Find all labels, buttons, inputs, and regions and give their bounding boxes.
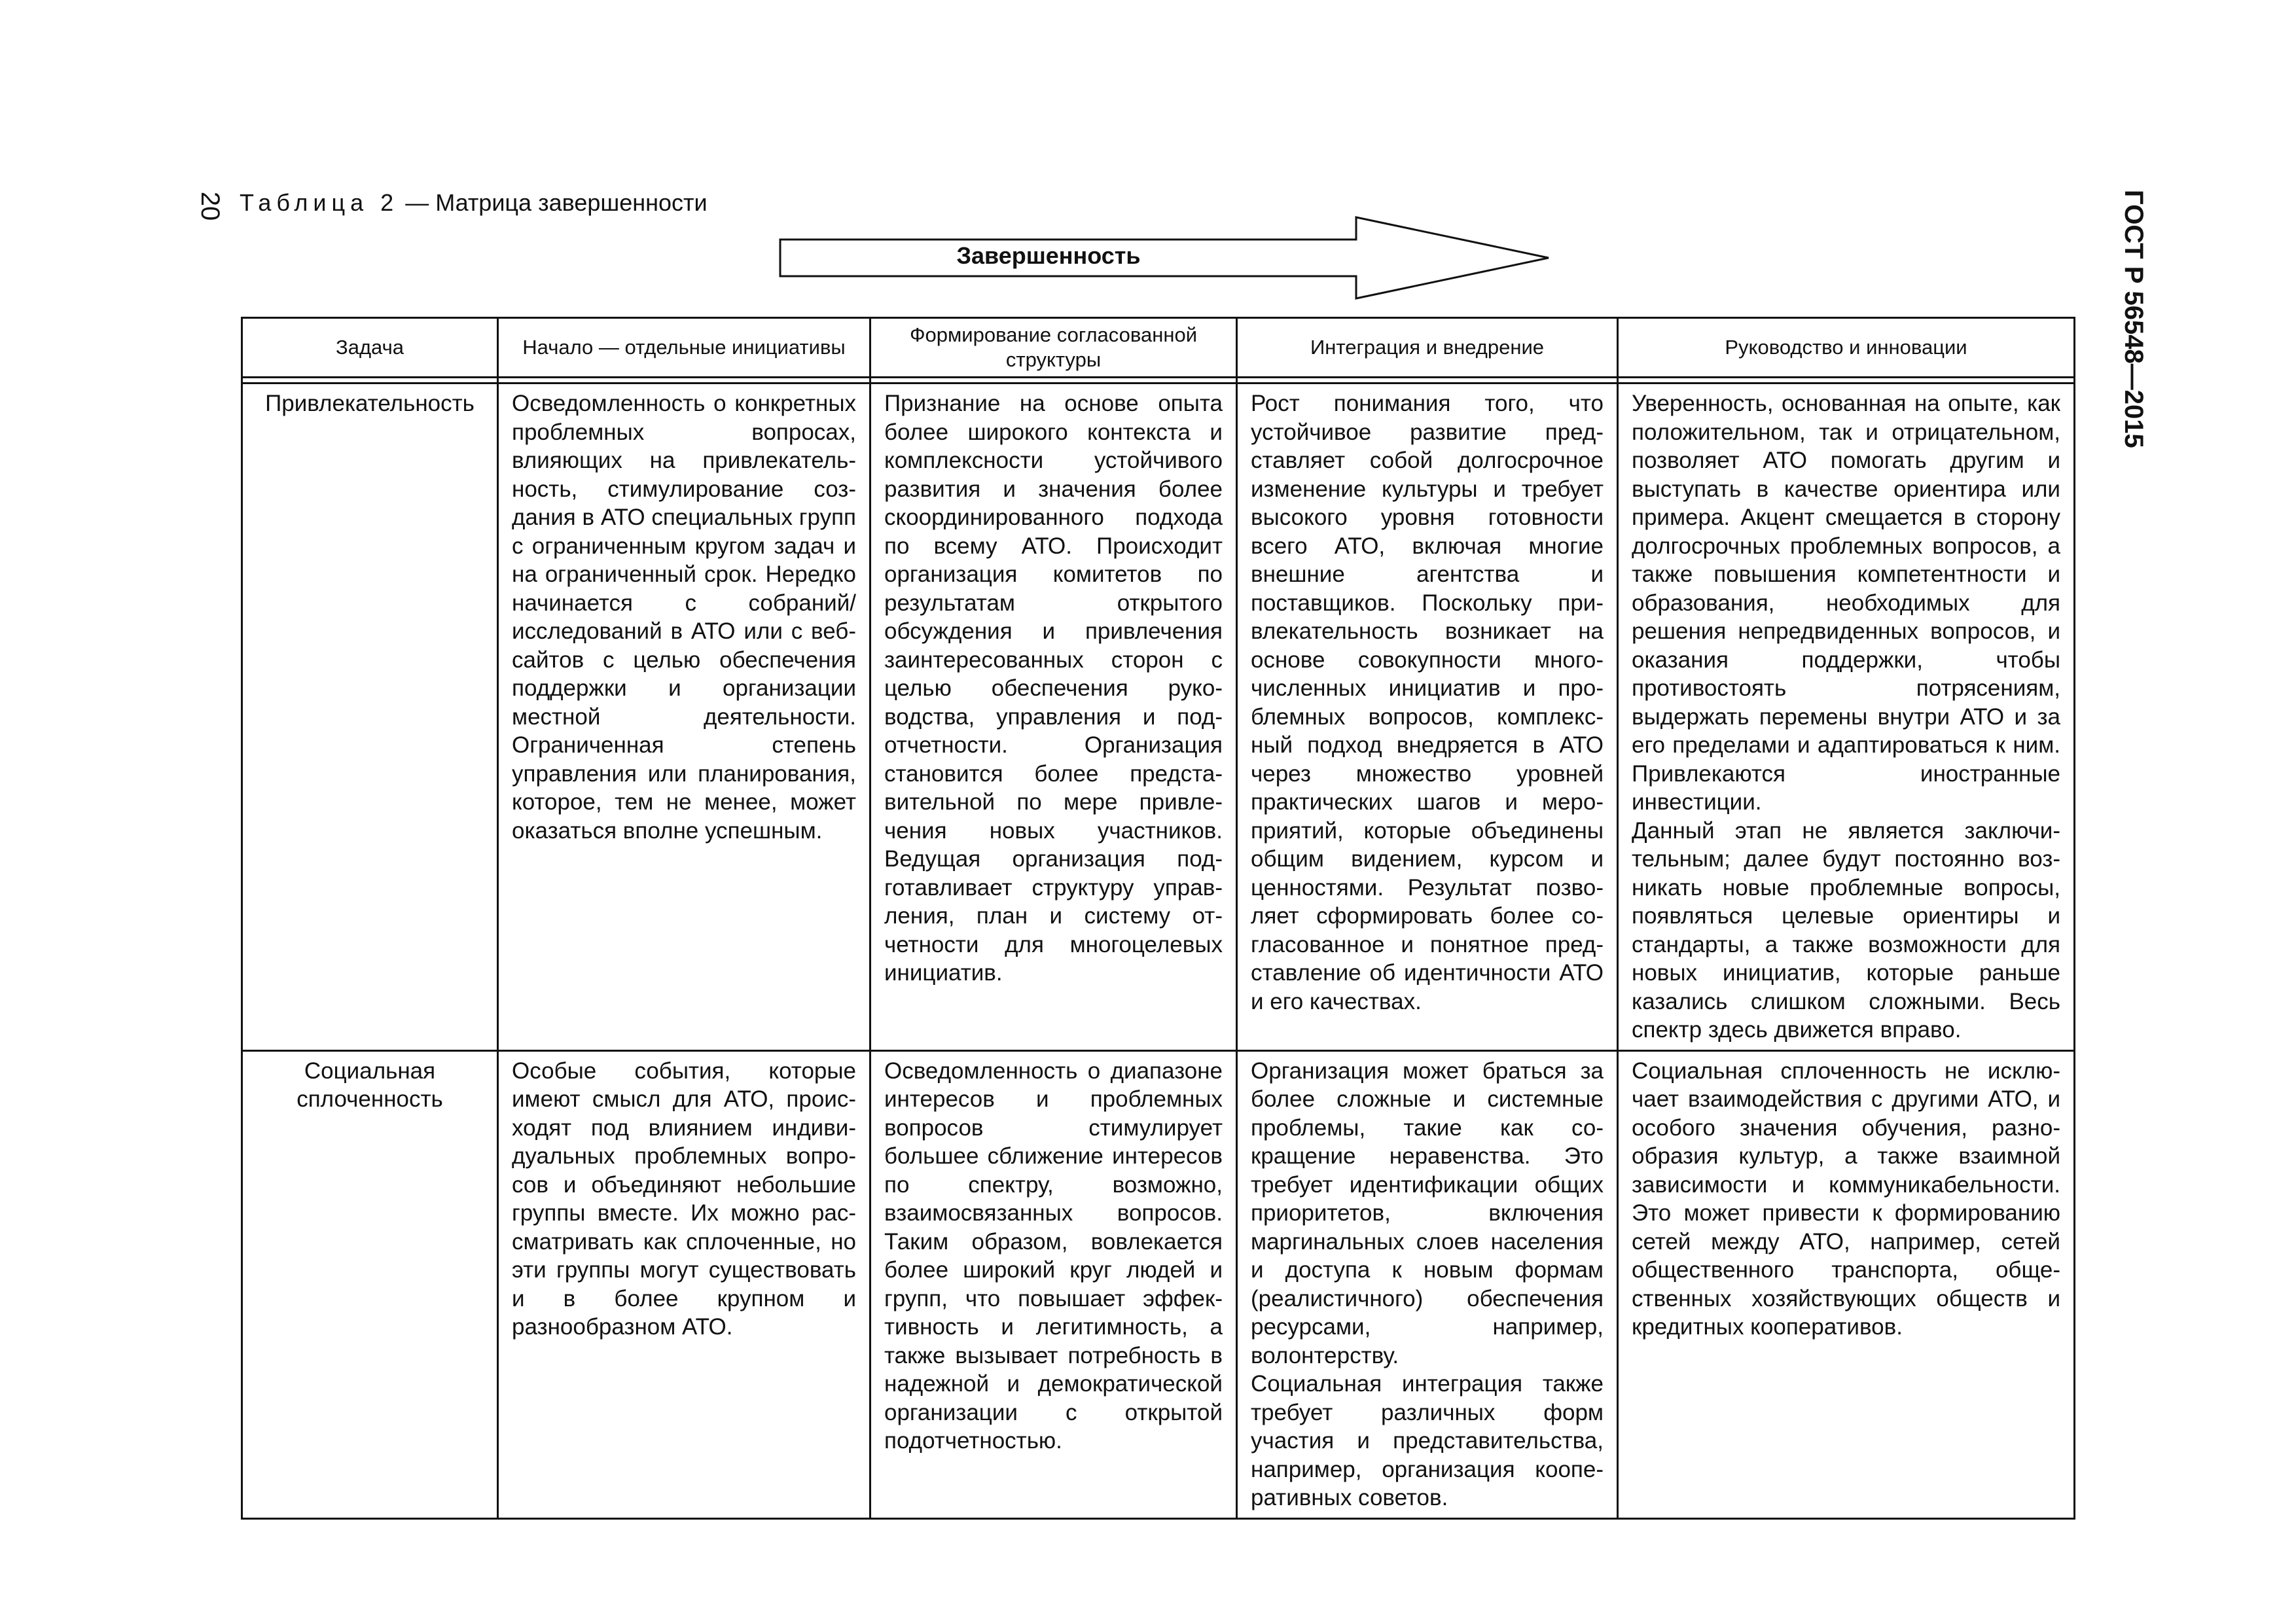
table-title-text: — Матрица завершенности (399, 189, 708, 216)
row-task-label: Социальная сплоченность (242, 1050, 498, 1518)
page-number: 20 (196, 191, 224, 221)
table-cell: Особые события, которые имеют смысл для АТО, происходят под влиянием индивидуальных проблемных вопросов и объединяют небольшие группы вместе. Их можно рассматривать как сплоченные, но эти группы могут существовать и в более крупном и разнообразном АТО. (498, 1050, 870, 1518)
maturity-matrix-table (241, 317, 2075, 1520)
header-initial-stage: Начало — отдельные инициативы (498, 318, 870, 378)
table-cell (1237, 1050, 1618, 1518)
header-separator-cell (870, 378, 1237, 383)
cell-paragraph: Данный этап не является заключительным; далее будут постоянно возникать новые проблемные вопросы, появляться целевые ориентиры и стандарты, а также возможности для новых инициатив, которые раньше казались слишком сложными. Весь спектр здесь движется вправо. (1632, 817, 2060, 1043)
header-integration-stage: Интеграция и внедрение (1237, 318, 1618, 378)
header-structure-stage: Формирование согласованной структуры (870, 318, 1237, 378)
header-separator-cell (1237, 378, 1618, 383)
header-leadership-stage: Руководство и инновации (1618, 318, 2075, 378)
table-cell: Рост понимания того, что устойчивое развитие представляет собой долгосрочное изменение культуры и требует высокого уровня готовности всего АТО, включая многие внешние агентства и поставщиков. Поскольку привлекательность возникает на основе совокупности многочисленных инициатив и проблемных вопросов, комплексный подход внедряется в АТО через множество уровней практических шагов и мероприятий, которые объединены общим видением, курсом и ценностями. Результат позволяет сформировать более согласованное и понятное представление об идентичности АТО и его качествах. (1237, 383, 1618, 1051)
table-title (240, 187, 708, 219)
row-task-label: Привлекательность (242, 383, 498, 1051)
cell-paragraph: Организация может браться за более сложные и системные проблемы, такие как сокращение неравенства. Это требует идентификации общих приоритетов, включения маргинальных слоев населения и доступа к новым формам (реалистичного) обеспечения ресурсами, например, волонтерству. (1251, 1058, 1604, 1368)
header-task: Задача (242, 318, 498, 378)
cell-paragraph: Уверенность, основанная на опыте, как положительном, так и отрицательном, позволяет АТО помогать другим и выступать в качестве ориентира или примера. Акцент смещается в сторону долгосрочных проблемных вопросов, а также повышения компетентности и образования, необходимых для решения непредвиденных вопросов, и оказания поддержки, чтобы противостоять потрясениям, выдержать перемены внутри АТО и за его пределами и адаптироваться к ним. Привлекаются иностранные инвестиции. (1632, 391, 2060, 815)
document-code: ГОСТ Р 56548—2015 (2119, 190, 2148, 448)
header-separator-cell (498, 378, 870, 383)
table-title-prefix: Таблица 2 (240, 189, 399, 216)
table-cell: Осведомленность о диапазоне интересов и проблемных вопросов стимулирует большее сближение интересов по спектру, возможно, взаимосвязанных вопросов. Таким образом, вовлекается более широкий круг людей и групп, что повышает эффективность и легитимность, а также вызывает потребность в надежной и демократической организации с открытой подотчетностью. (870, 1050, 1237, 1518)
cell-paragraph: Социальная интеграция также требует различных форм участия и представительства, например, организация кооперативных советов. (1251, 1371, 1604, 1510)
table-cell: Осведомленность о конкретных проблемных вопросах, влияющих на привлекательность, стимулирование создания в АТО специальных групп с ограниченным кругом задач и на ограниченный срок. Нередко начинается с собраний/исследований в АТО или с веб-сайтов с целью обеспечения поддержки и организации местной деятельности. Ограниченная степень управления или планирования, которое, тем не менее, может оказаться вполне успешным. (498, 383, 870, 1051)
table-cell (1618, 383, 2075, 1051)
maturity-arrow-label: Завершенность (956, 242, 1141, 269)
header-separator-cell (1618, 378, 2075, 383)
table-row-attractiveness (242, 383, 2075, 1051)
table-row-social-cohesion (242, 1050, 2075, 1518)
table-cell: Признание на основе опыта более широкого контекста и комплексности устойчивого развития и значения более скоординированного подхода по всему АТО. Происходит организация комитетов по результатам открытого обсуждения и привлечения заинтересованных сторон с целью обеспечения руководства, управления и подотчетности. Организация становится более представительной по мере привлечения новых участников. Ведущая организация подготавливает структуру управления, план и систему отчетности для многоцелевых инициатив. (870, 383, 1237, 1051)
header-separator (242, 378, 2075, 383)
table-cell: Социальная сплоченность не исключает взаимодействия с другими АТО, и особого значения обучения, разнообразия культур, а также взаимной зависимости и коммуникабельности. Это может привести к формированию сетей между АТО, например, сетей общественного транспорта, общественных хозяйствующих обществ и кредитных кооперативов. (1618, 1050, 2075, 1518)
header-separator-cell (242, 378, 498, 383)
table-header-row (242, 318, 2075, 378)
